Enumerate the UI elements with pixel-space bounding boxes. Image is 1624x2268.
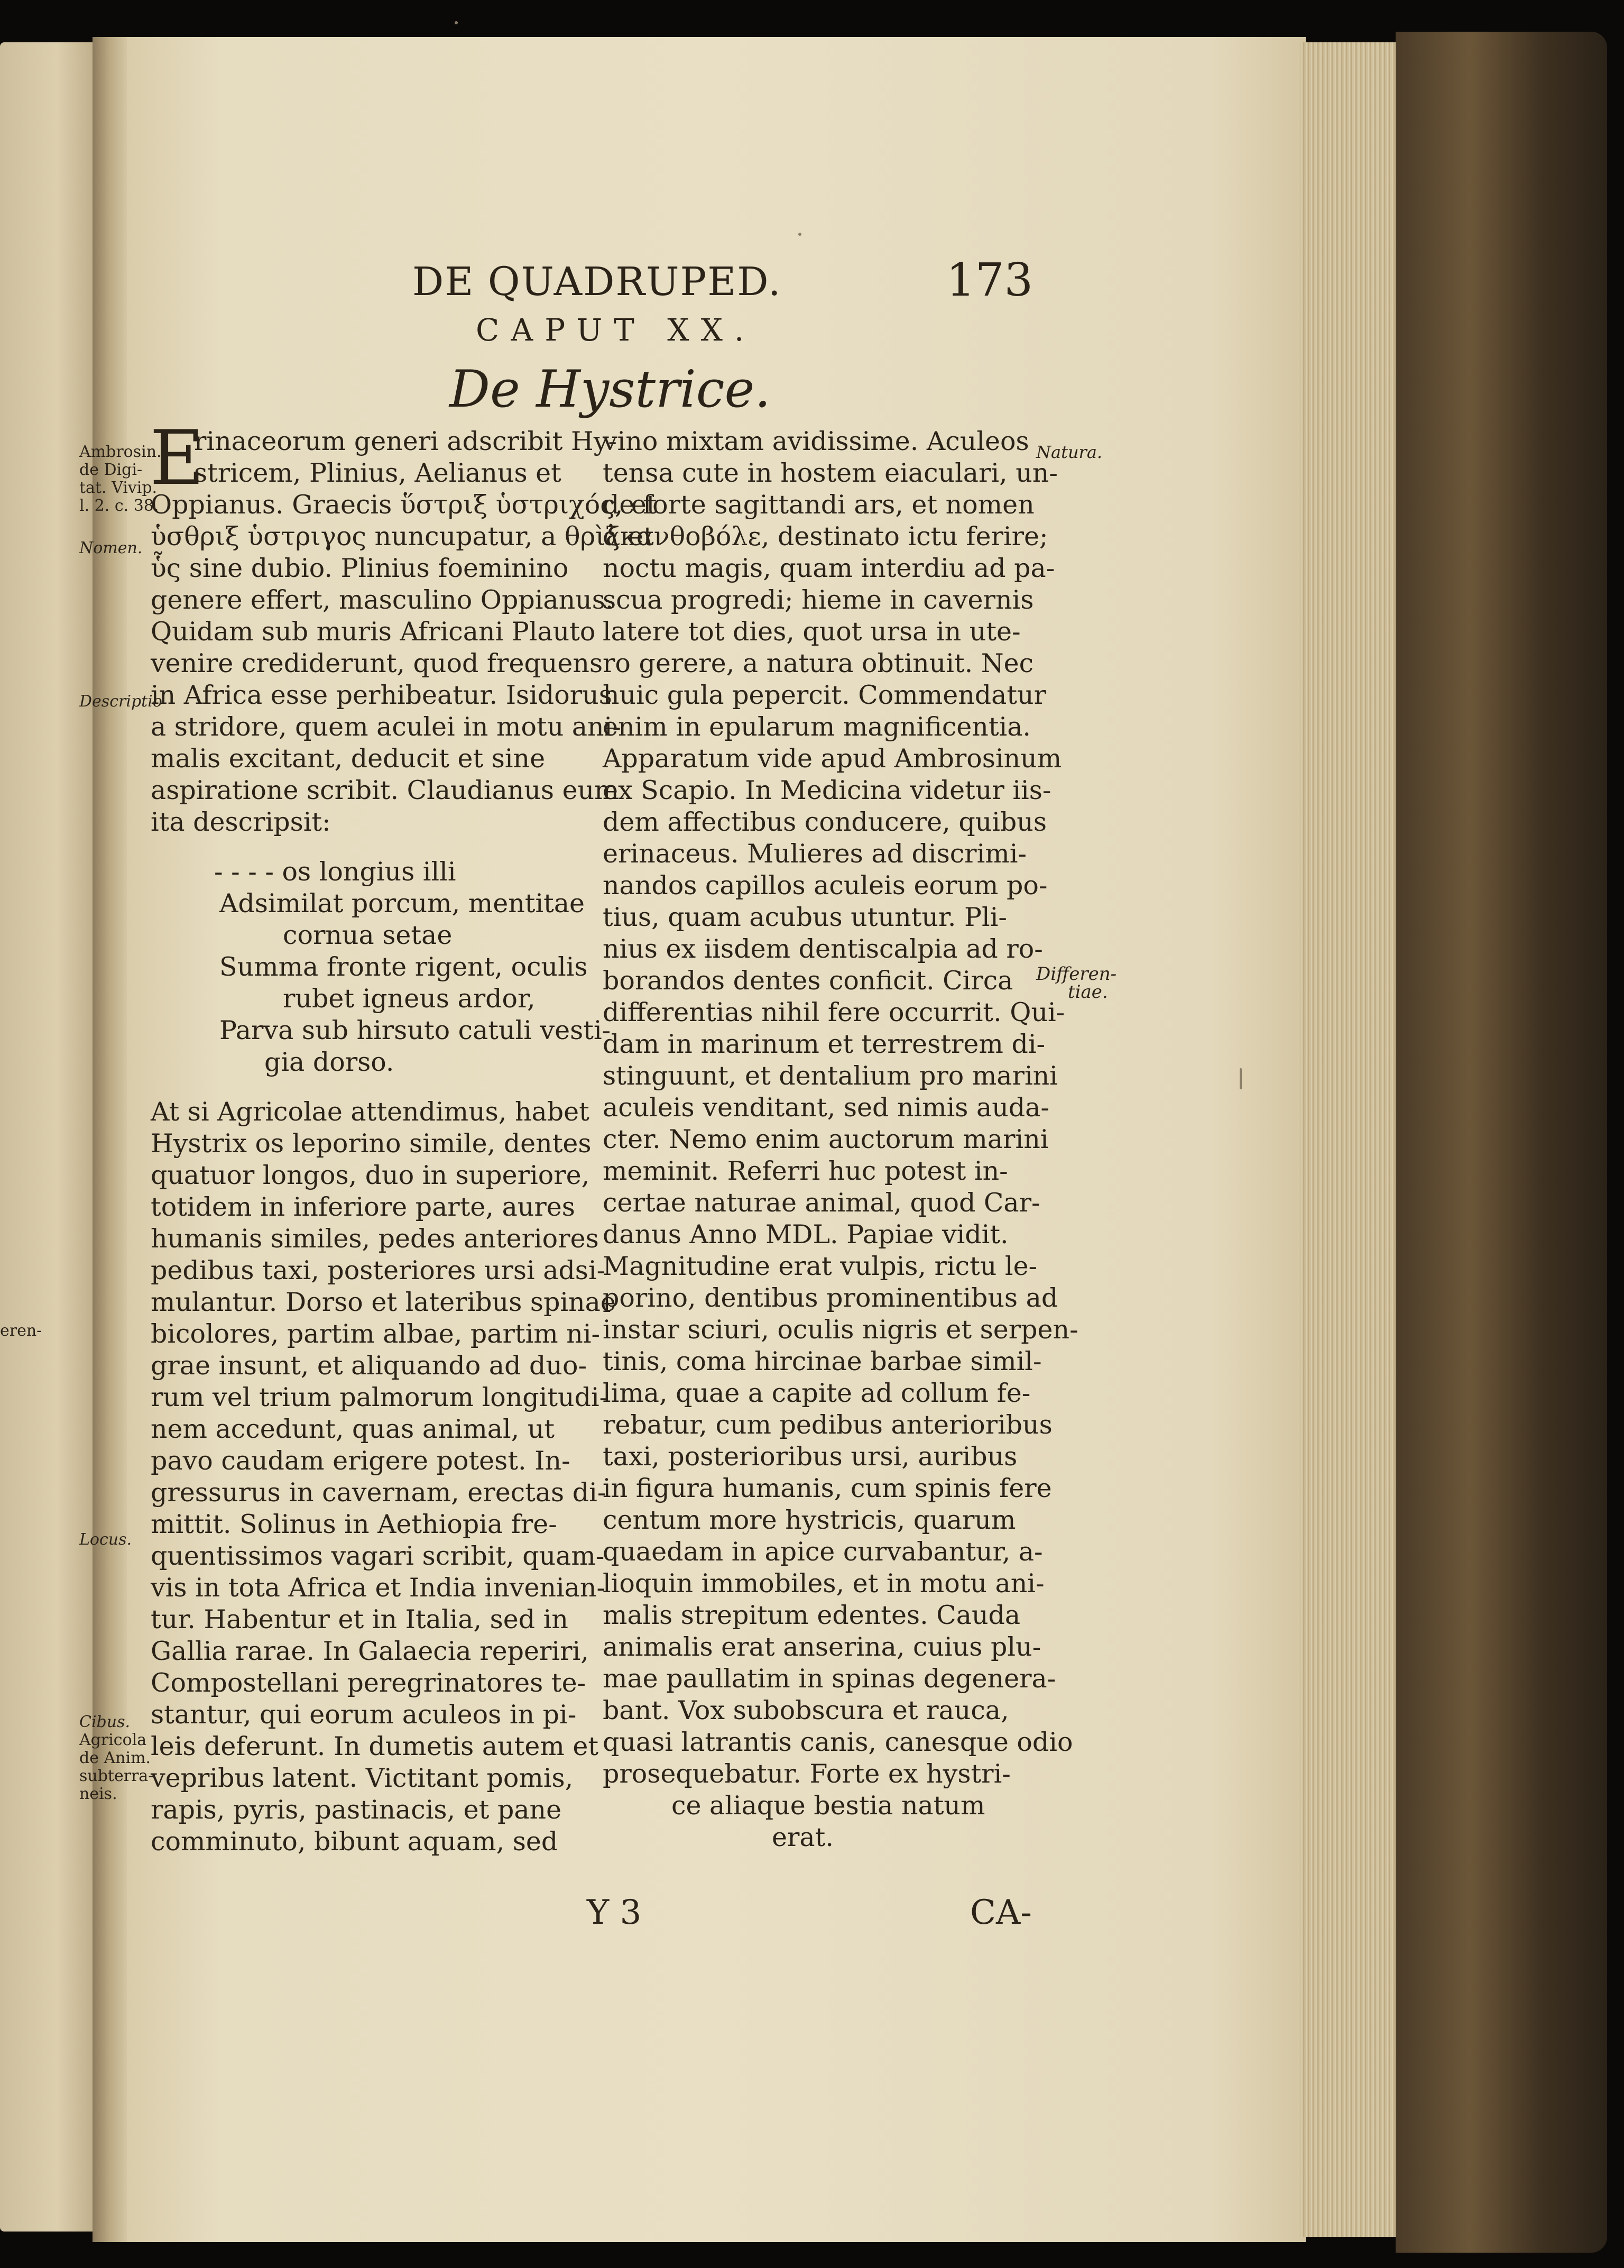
text-line: borandos dentes conficit. Circa — [603, 966, 1013, 996]
left-page-edge — [0, 42, 95, 2232]
paper-speck — [1240, 1068, 1242, 1089]
paper-speck — [798, 233, 801, 236]
verse-line: gia dorso. — [264, 1047, 394, 1077]
text-line: grae insunt, et aliquando ad duo- — [151, 1351, 587, 1381]
verse-line: Summa fronte rigent, oculis — [219, 952, 588, 982]
text-line: tensa cute in hostem eiaculari, un- — [603, 458, 1058, 488]
text-line: quatuor longos, duo in superiore, — [151, 1160, 590, 1190]
text-line: nius ex iisdem dentiscalpia ad ro- — [603, 934, 1043, 964]
text-line: vepribus latent. Victitant pomis, — [151, 1763, 574, 1793]
text-line: lima, quae a capite ad collum fe- — [603, 1378, 1031, 1408]
page-block-edge — [1300, 42, 1406, 2237]
signature-mark: Y 3 — [587, 1893, 642, 1932]
text-line: dam in marinum et terrestrem di- — [603, 1029, 1046, 1059]
text-line: scua progredi; hieme in cavernis — [603, 585, 1034, 615]
paper-speck — [455, 21, 458, 24]
text-line: Oppianus. Graecis ὕστριξ ὑστριχός, et — [151, 490, 657, 520]
text-line: comminuto, bibunt aquam, sed — [151, 1826, 558, 1857]
text-line: erat. — [772, 1822, 834, 1852]
text-line: ce aliaque bestia natum — [671, 1790, 985, 1821]
verse-line: cornua setae — [283, 920, 453, 950]
text-line: Hystrix os leporino simile, dentes — [151, 1128, 592, 1159]
text-line: stinguunt, et dentalium pro marini — [603, 1061, 1058, 1091]
text-line: ita descripsit: — [151, 807, 331, 837]
text-line: noctu magis, quam interdiu ad pa- — [603, 553, 1055, 583]
text-line: Gallia rarae. In Galaecia reperiri, — [151, 1636, 589, 1666]
text-line: lioquin immobiles, et in motu ani- — [603, 1568, 1045, 1599]
margin-note-differentiae: Differen- tiae. — [1036, 963, 1117, 1003]
verse-line: Adsimilat porcum, mentitae — [219, 888, 585, 919]
text-line: a stridore, quem aculei in motu ani- — [151, 712, 621, 742]
text-line: Apparatum vide apud Ambrosinum — [603, 743, 1062, 774]
margin-note-descriptio: Descriptio — [79, 692, 162, 711]
text-line: Compostellani peregrinatores te- — [151, 1668, 586, 1698]
margin-note-natura: Natura. — [1036, 442, 1103, 462]
text-line: porino, dentibus prominentibus ad — [603, 1283, 1058, 1313]
left-page-fragment: eren- — [0, 1321, 42, 1340]
text-line: At si Agricolae attendimus, habet — [151, 1097, 589, 1127]
text-line: nem accedunt, quas animal, ut — [151, 1414, 555, 1444]
text-line: leis deferunt. In dumetis autem et — [151, 1731, 599, 1761]
text-line: animalis erat anserina, cuius plu- — [603, 1632, 1041, 1662]
text-line: quasi latrantis canis, canesque odio — [603, 1727, 1073, 1757]
text-line: tinis, coma hircinae barbae simil- — [603, 1346, 1042, 1376]
text-line: Magnitudine erat vulpis, rictu le- — [603, 1251, 1038, 1281]
text-line: pavo caudam erigere potest. In- — [151, 1446, 570, 1476]
catchword: CA- — [970, 1893, 1032, 1932]
text-line: prosequebatur. Forte ex hystri- — [603, 1759, 1011, 1789]
text-line: gressurus in cavernam, erectas di- — [151, 1477, 606, 1508]
text-line: ἀκανθοβόλε, destinato ictu ferire; — [603, 521, 1048, 552]
verse-line: rubet igneus ardor, — [283, 984, 536, 1014]
text-line: tius, quam acubus utuntur. Pli- — [603, 902, 1007, 932]
text-line: dem affectibus conducere, quibus — [603, 807, 1047, 837]
text-line: malis strepitum edentes. Cauda — [603, 1600, 1021, 1630]
text-line: ὑσθριξ ὑστριγος nuncupatur, a θρὶξ et — [151, 521, 654, 552]
text-line: malis excitant, deducit et sine — [151, 743, 546, 774]
text-line: Quidam sub muris Africani Plauto — [151, 617, 596, 647]
text-line: humanis similes, pedes anteriores — [151, 1224, 599, 1254]
text-line: nandos capillos aculeis eorum po- — [603, 870, 1048, 901]
text-line: pedibus taxi, posteriores ursi adsi- — [151, 1255, 606, 1285]
text-line: instar sciuri, oculis nigris et serpen- — [603, 1315, 1078, 1345]
chapter-title: De Hystrice. — [449, 360, 771, 419]
text-line: stantur, qui eorum aculeos in pi- — [151, 1700, 577, 1730]
text-line: ro gerere, a natura obtinuit. Nec — [603, 648, 1034, 678]
text-line: ex Scapio. In Medicina videtur iis- — [603, 775, 1051, 805]
margin-note-nomen: Nomen. — [79, 539, 143, 557]
book-cover — [1396, 32, 1607, 2253]
text-line: huic gula pepercit. Commendatur — [603, 680, 1047, 710]
text-column-left — [150, 415, 657, 1858]
text-line: rebatur, cum pedibus anterioribus — [603, 1410, 1053, 1440]
text-line: de forte sagittandi ars, et nomen — [603, 490, 1035, 520]
text-line: vis in tota Africa et India invenian- — [151, 1573, 606, 1603]
text-line: totidem in inferiore parte, aures — [151, 1192, 575, 1222]
book-gutter — [93, 37, 130, 2242]
text-line: aculeis venditant, sed nimis auda- — [603, 1092, 1049, 1123]
text-line: certae naturae animal, quod Car- — [603, 1188, 1040, 1218]
text-line: genere effert, masculino Oppianus. — [151, 585, 614, 615]
page-number: 173 — [946, 254, 1034, 307]
verse-line: Parva sub hirsuto catuli vesti- — [219, 1015, 611, 1045]
text-line: enim in epularum magnificentia. — [603, 712, 1031, 742]
text-line: meminit. Referri huc potest in- — [603, 1156, 1008, 1186]
text-line: quaedam in apice curvabantur, a- — [603, 1537, 1043, 1567]
text-line: in Africa esse perhibeatur. Isidorus — [151, 680, 612, 710]
text-line: mae paullatim in spinas degenera- — [603, 1664, 1056, 1694]
chapter-label: CAPUT XX. — [476, 312, 756, 348]
text-line: vino mixtam avidissime. Aculeos — [603, 426, 1029, 456]
text-line: bicolores, partim albae, partim ni- — [151, 1319, 601, 1349]
drop-cap: E — [150, 415, 205, 502]
text-line: latere tot dies, quot ursa in ute- — [603, 617, 1021, 647]
text-line: mulantur. Dorso et lateribus spinae — [151, 1287, 616, 1317]
verse-line: - - - - os longius illi — [214, 857, 456, 887]
text-line: cter. Nemo enim auctorum marini — [603, 1124, 1049, 1154]
text-line: taxi, posterioribus ursi, auribus — [603, 1441, 1018, 1472]
margin-note-ambrosin: Ambrosin. de Digi- tat. Vivip. l. 2. c. 38. — [79, 443, 162, 515]
margin-note-locus: Locus. — [79, 1530, 132, 1549]
text-line: differentias nihil fere occurrit. Qui- — [603, 997, 1065, 1027]
text-line: rinaceorum generi adscribit Hy- — [194, 426, 617, 456]
text-line: ὗς sine dubio. Plinius foeminino — [151, 553, 569, 583]
text-line: aspiratione scribit. Claudianus eum — [151, 775, 619, 805]
text-line: tur. Habentur et in Italia, sed in — [151, 1604, 568, 1635]
text-line: erinaceus. Mulieres ad discrimi- — [603, 839, 1027, 869]
text-line: mittit. Solinus in Aethiopia fre- — [151, 1509, 557, 1539]
text-line: bant. Vox subobscura et rauca, — [603, 1695, 1009, 1725]
text-line: danus Anno MDL. Papiae vidit. — [603, 1219, 1009, 1250]
text-line: centum more hystricis, quarum — [603, 1505, 1016, 1535]
margin-note-cibus: Cibus. Agricola de Anim. subterra- neis. — [79, 1713, 154, 1803]
text-line: rum vel trium palmorum longitudi- — [151, 1382, 608, 1412]
text-line: quentissimos vagari scribit, quam- — [151, 1541, 605, 1571]
text-line: rapis, pyris, pastinacis, et pane — [151, 1795, 562, 1825]
running-title: DE QUADRUPED. — [412, 259, 782, 305]
text-line: in figura humanis, cum spinis fere — [603, 1473, 1052, 1503]
text-line: venire crediderunt, quod frequens — [151, 648, 603, 678]
text-line: stricem, Plinius, Aelianus et — [194, 458, 561, 488]
